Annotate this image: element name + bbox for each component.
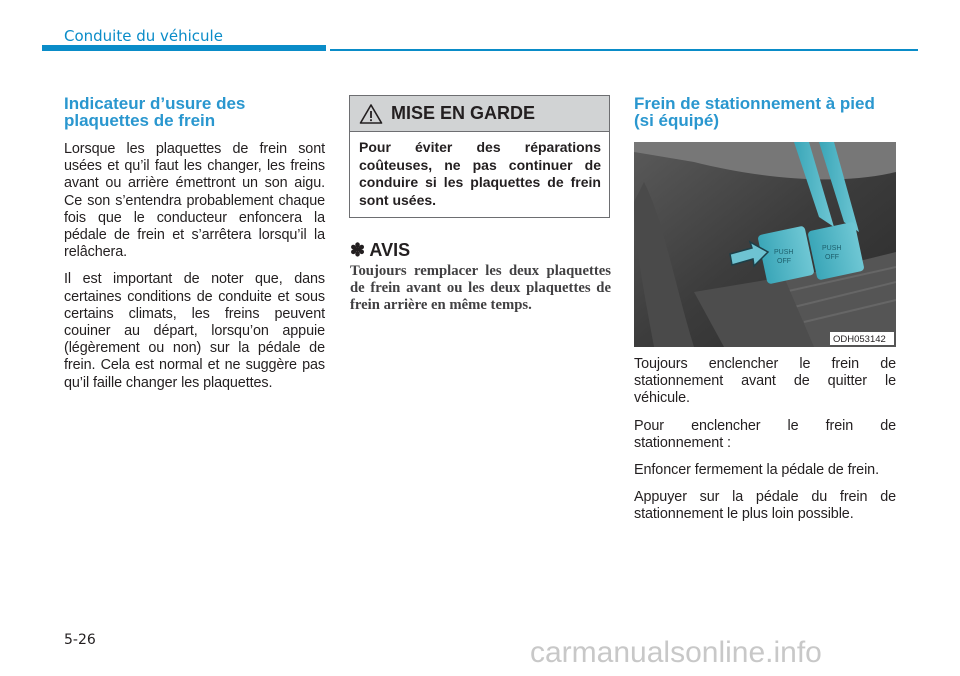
section-title: Conduite du véhicule (64, 27, 223, 45)
warning-triangle-icon (359, 103, 383, 125)
image-code-label: ODH053142 (833, 334, 886, 345)
parking-brake-paragraph-4: Appuyer sur la pédale du frein de stationnement le plus loin possible. (634, 489, 896, 523)
pedal-label-push-right: PUSH (822, 245, 842, 252)
parking-brake-pedal-image (634, 142, 896, 347)
warning-body: Pour éviter des réparations coûteuses, ne pas continuer de conduire si les plaquettes de frein sont usées. (359, 139, 601, 208)
watermark: carmanualsonline.info (530, 636, 822, 669)
header-rule-thick (42, 45, 326, 51)
left-column (64, 95, 325, 392)
warning-title: MISE EN GARDE (391, 103, 536, 123)
brake-wear-paragraph-1: Lorsque les plaquettes de frein sont usées et qu’il faut les changer, les freins avant ou arrière émettront un son aigu. Ce son s’entendra probablement chaque fois que le conducteur enfoncera la pédale de frein et s’arrêtera lorsqu’il la relâchera. (64, 141, 325, 261)
brake-wear-paragraph-2: Il est important de noter que, dans certaines conditions de conduite et sous certains climats, les freins peuvent couiner au départ, lorsqu’on appuie (légèrement ou non) sur la pédale de frein. Cela est normal et ne suggère pas qu’il faille changer les plaquettes. (64, 271, 325, 391)
parking-brake-heading: Frein de stationnement à pied (si équipé) (634, 94, 875, 130)
pedal-label-off-left: OFF (777, 258, 791, 265)
parking-brake-paragraph-3: Enfoncer fermement la pédale de frein. (634, 462, 879, 479)
header-rule-thin (330, 49, 918, 51)
notice-body: Toujours remplacer les deux plaquettes de frein avant ou les deux plaquettes de frein arrière en même temps. (350, 263, 611, 313)
parking-brake-paragraph-1: Toujours enclencher le frein de stationnement avant de quitter le véhicule. (634, 356, 896, 407)
warning-box (349, 95, 610, 218)
right-column-text (634, 356, 896, 524)
parking-brake-paragraph-2: Pour enclencher le frein de stationnement : (634, 417, 896, 451)
page-number: 5-26 (64, 632, 96, 648)
warning-header (350, 96, 609, 132)
right-column-heading-block (634, 95, 896, 141)
pedal-label-off-right: OFF (825, 254, 839, 261)
pedal-label-push-left: PUSH (774, 249, 794, 256)
notice-title: ✽ AVIS (350, 240, 411, 260)
brake-wear-heading: Indicateur d’usure des plaquettes de frein (64, 94, 246, 130)
